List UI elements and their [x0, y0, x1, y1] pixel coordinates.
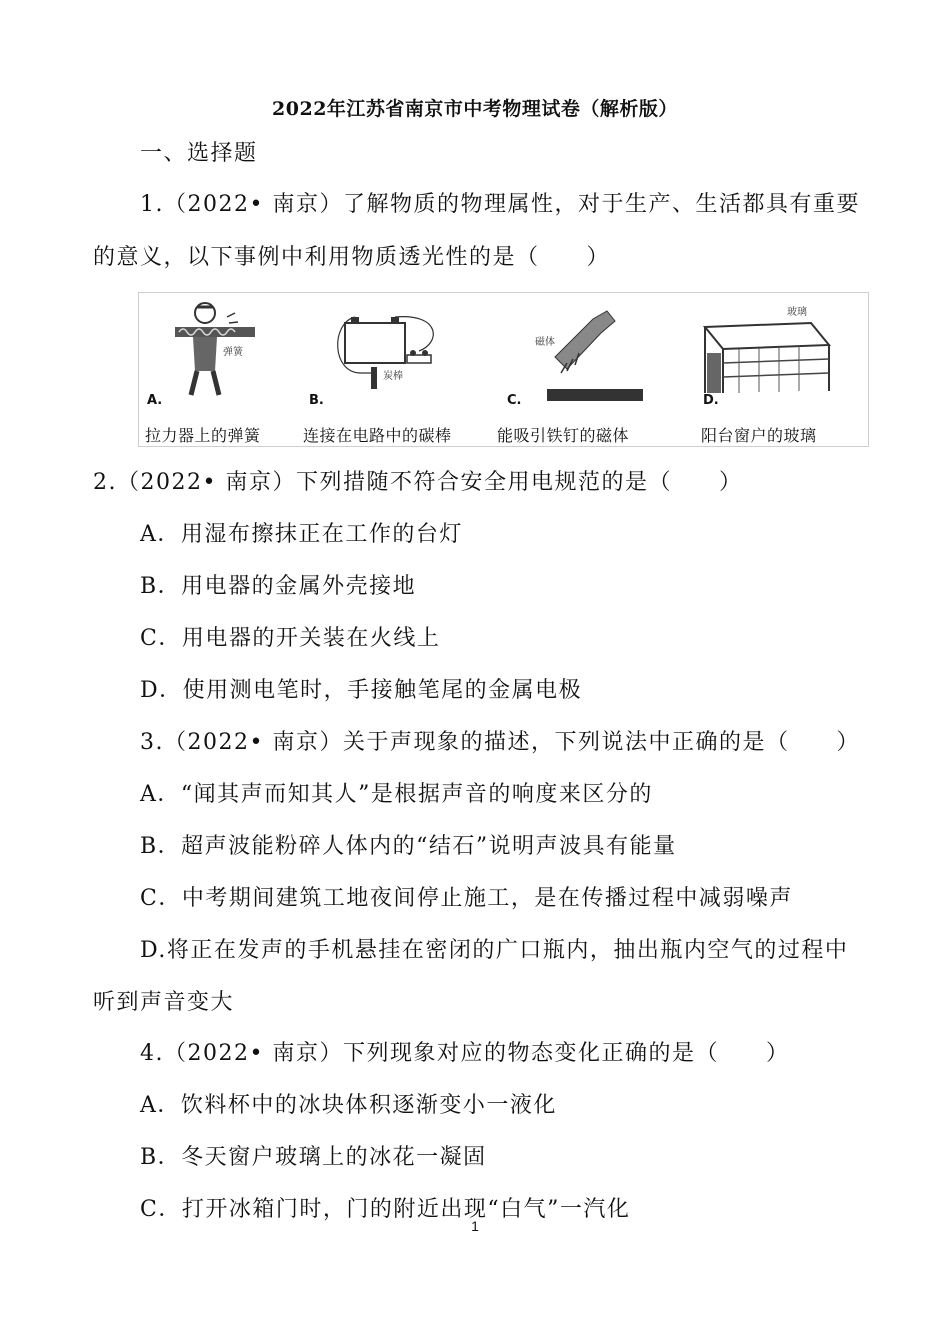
q4-option-a: A．饮料杯中的冰块体积逐渐变小一液化: [140, 1093, 557, 1118]
q3-stem: 3.（2022• 南京）关于声现象的描述，下列说法中正确的是（ ）: [140, 730, 860, 755]
q3-option-c: C．中考期间建筑工地夜间停止施工，是在传播过程中减弱噪声: [140, 886, 793, 911]
option-d-panel: [679, 293, 861, 446]
section-heading: 一、选择题: [140, 141, 258, 166]
annotation-b: 炭棒: [383, 371, 403, 382]
q2-option-b: B．用电器的金属外壳接地: [140, 574, 417, 599]
option-a-panel: [139, 293, 321, 446]
option-c-panel: [497, 293, 679, 446]
option-a-caption: 拉力器上的弹簧: [145, 426, 261, 445]
q4-option-b: B．冬天窗户玻璃上的冰花一凝固: [140, 1145, 487, 1170]
page-number: 1: [471, 1218, 479, 1234]
page-title: 2022年江苏省南京市中考物理试卷（解析版）: [272, 98, 678, 120]
q1-stem-line1: 1.（2022• 南京）了解物质的物理属性，对于生产、生活都具有重要: [140, 192, 860, 217]
option-a-letter: A.: [147, 393, 163, 408]
q3-option-b: B．超声波能粉碎人体内的“结石”说明声波具有能量: [140, 834, 677, 859]
q3-option-d-continuation: 听到声音变大: [93, 990, 235, 1015]
q3-option-d: D.将正在发声的手机悬挂在密闭的广口瓶内，抽出瓶内空气的过程中: [140, 938, 849, 963]
annotation-d: 玻璃: [787, 307, 807, 318]
q2-option-a: A．用湿布擦抹正在工作的台灯: [140, 522, 463, 547]
q4-stem: 4.（2022• 南京）下列现象对应的物态变化正确的是（ ）: [140, 1041, 790, 1066]
annotation-c: 磁体: [535, 337, 555, 348]
q3-option-a: A．“闻其声而知其人”是根据声音的响度来区分的: [140, 782, 653, 807]
q1-figure: [138, 292, 869, 447]
option-c-caption: 能吸引铁钉的磁体: [497, 426, 630, 445]
q1-stem-line2: 的意义，以下事例中利用物质透光性的是（ ）: [93, 245, 611, 270]
option-b-caption-text: 连接在电路中的碳棒: [303, 426, 452, 445]
q2-option-d: D．使用测电笔时，手接触笔尾的金属电极: [140, 678, 583, 703]
option-b-letter: B.: [309, 393, 324, 408]
annotation-a: 弹簧: [223, 347, 243, 358]
q4-option-c: C．打开冰箱门时，门的附近出现“白气”一汽化: [140, 1197, 631, 1222]
option-d-caption: 阳台窗户的玻璃: [701, 426, 817, 445]
option-c-letter: C.: [507, 393, 522, 408]
option-d-letter: D.: [703, 393, 719, 408]
q2-stem: 2.（2022• 南京）下列措随不符合安全用电规范的是（ ）: [93, 470, 743, 495]
q2-option-c: C．用电器的开关装在火线上: [140, 626, 441, 651]
option-b-panel: [301, 293, 483, 446]
